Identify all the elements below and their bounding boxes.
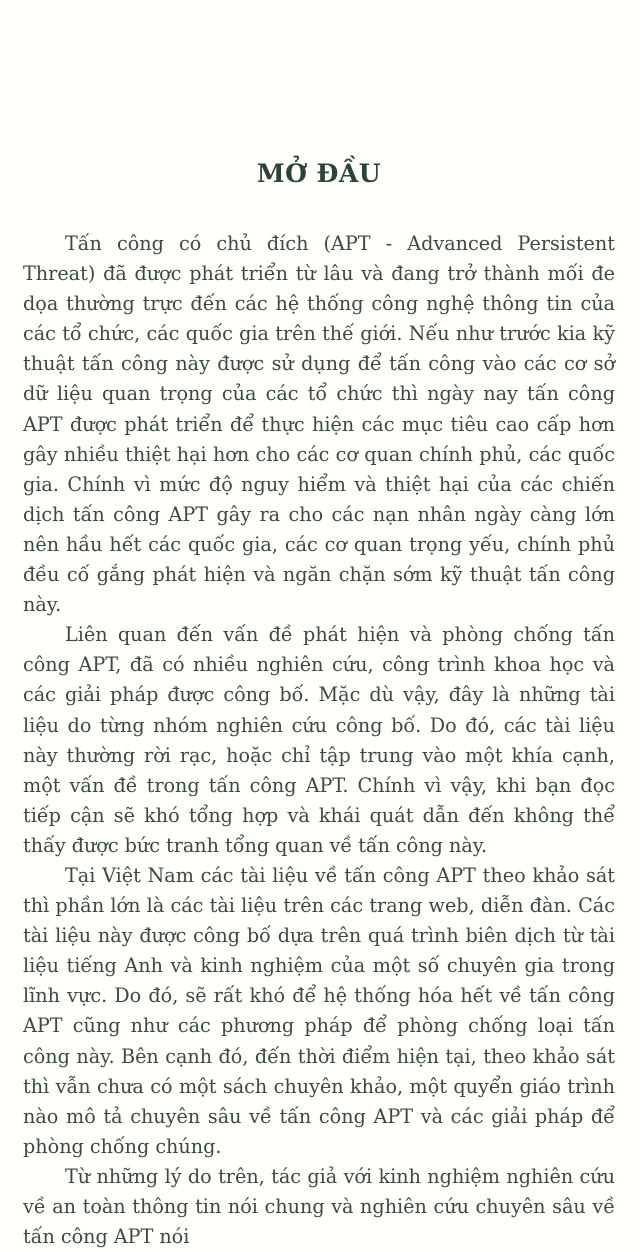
paragraph-3: Tại Việt Nam các tài liệu về tấn công APT theo khảo sát thì phần lớn là các tài liệu trên các trang web, diễn đàn. Các tài liệu này được công bố dựa trên quá trình biên dịch từ tài liệu tiếng Anh và kinh nghiệm của một số chuyên gia trong lĩnh vực. Do đó, sẽ rất khó để hệ thống hóa hết về tấn công APT cũng như các phương pháp để phòng chống loại tấn công này. Bên cạnh đó, đến thời điểm hiện tại, theo khảo sát thì vẫn chưa có một sách chuyên khảo, một quyển giáo trình nào mô tả chuyên sâu về tấn công APT và các giải pháp để phòng chống chúng. (23, 863, 615, 1158)
paragraph-4: Từ những lý do trên, tác giả với kinh nghiệm nghiên cứu về an toàn thông tin nói chung và nghiên cứu chuyên sâu về tấn công APT nói (23, 1164, 615, 1249)
body-copy (23, 189, 615, 1252)
page-title: MỞ ĐẦU (256, 159, 382, 188)
paragraph-1: Tấn công có chủ đích (APT - Advanced Persistent Threat) đã được phát triển từ lâu và đang trở thành mối đe dọa thường trực đến các hệ thống công nghệ thông tin của các tổ chức, các quốc gia trên thế giới. Nếu như trước kia kỹ thuật tấn công này được sử dụng để tấn công vào các cơ sở dữ liệu quan trọng của các tổ chức thì ngày nay tấn công APT được phát triển để thực hiện các mục tiêu cao cấp hơn gây nhiều thiệt hại hơn cho các cơ quan chính phủ, các quốc gia. Chính vì mức độ nguy hiểm và thiệt hại của các chiến dịch tấn công APT gây ra cho các nạn nhân ngày càng lớn nên hầu hết các quốc gia, các cơ quan trọng yếu, chính phủ đều cố gắng phát hiện và ngăn chặn sớm kỹ thuật tấn công này. (23, 232, 615, 617)
paragraph-2: Liên quan đến vấn đề phát hiện và phòng chống tấn công APT, đã có nhiều nghiên cứu, công trình khoa học và các giải pháp được công bố. Mặc dù vậy, đây là những tài liệu do từng nhóm nghiên cứu công bố. Do đó, các tài liệu này thường rời rạc, hoặc chỉ tập trung vào một khía cạnh, một vấn đề trong tấn công APT. Chính vì vậy, khi bạn đọc tiếp cận sẽ khó tổng hợp và khái quát dẫn đến không thể thấy được bức tranh tổng quan về tấn công này. (23, 623, 615, 857)
